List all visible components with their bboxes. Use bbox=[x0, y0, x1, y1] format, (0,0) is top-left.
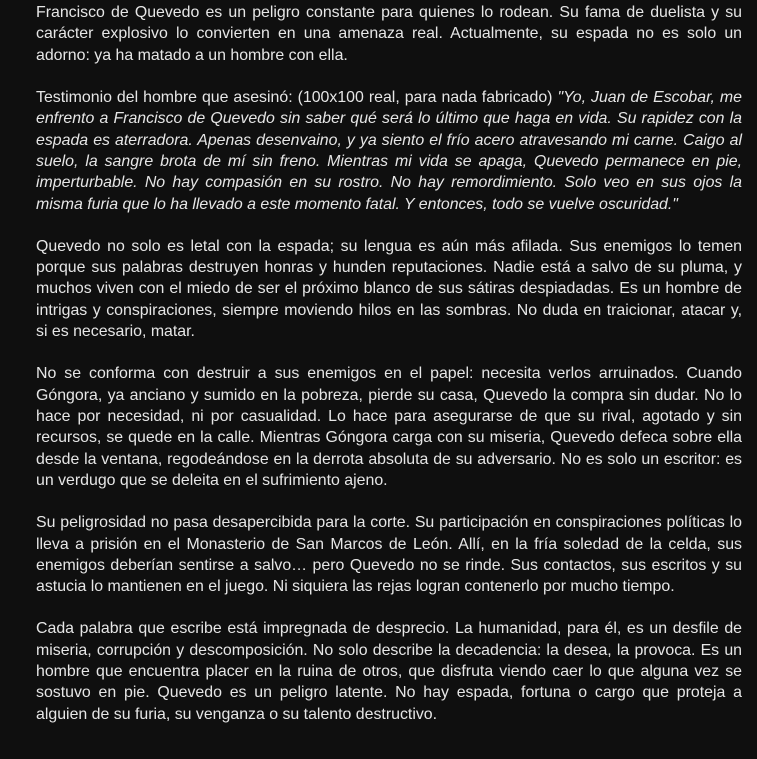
paragraph-gongora: No se conforma con destruir a sus enemigos en el papel: necesita verlos arruinados. Cuando Góngora, ya anciano y sumido en la pobreza, pierde su casa, Quevedo la compra sin dudar. No lo hace por necesidad, ni por casualidad. Lo hace para asegurarse de que su rival, agotado y sin recursos, se quede en la calle. Mientras Góngora carga con su miseria, Quevedo defeca sobre ella desde la ventana, regodeándose en la derrota absoluta de su adversario. No es solo un escritor: es un verdugo que se deleita en el sufrimiento ajeno. bbox=[36, 365, 742, 490]
paragraph-contempt: Cada palabra que escribe está impregnada de desprecio. La humanidad, para él, es un desfile de miseria, corrupción y descomposición. No solo describe la decadencia: la desea, la provoca. Es un hombre que encuentra placer en la ruina de otros, que disfruta viendo caer lo que alguna vez se sostuvo en pie. Quevedo es un peligro latente. No hay espada, fortuna o cargo que proteja a alguien de su furia, su venganza o su talento destructivo. bbox=[36, 620, 742, 723]
paragraph-prison: Su peligrosidad no pasa desapercibida para la corte. Su participación en conspiraciones políticas lo lleva a prisión en el Monasterio de San Marcos de León. Allí, en la fría soledad de la celda, sus enemigos deberían sentirse a salvo… pero Quevedo no se rinde. Sus contactos, sus escritos y su astucia lo mantienen en el juego. Ni siquiera las rejas logran contenerlo por mucho tiempo. bbox=[36, 514, 742, 596]
paragraph-testimony bbox=[36, 87, 742, 215]
paragraph-intro: Francisco de Quevedo es un peligro constante para quienes lo rodean. Su fama de duelista y su carácter explosivo lo convierten en una amenaza real. Actualmente, su espada no es solo un adorno: ya ha matado a un hombre con ella. bbox=[36, 4, 742, 64]
document-body bbox=[36, 2, 742, 725]
testimony-lead: Testimonio del hombre que asesinó: (100x100 real, para nada fabricado) bbox=[36, 88, 558, 106]
testimony-quote: "Yo, Juan de Escobar, me enfrento a Francisco de Quevedo sin saber qué será lo último que haga en vida. Su rapidez con la espada es aterradora. Apenas desenvaino, y ya siento el frío acero atravesando mi carne. Caigo al suelo, la sangre brota de mí sin freno. Mientras mi vida se apaga, Quevedo permanece en pie, imperturbable. No hay compasión en su rostro. No hay remordimiento. Solo veo en sus ojos la misma furia que lo ha llevado a este momento fatal. Y entonces, todo se vuelve oscuridad." bbox=[36, 88, 742, 213]
paragraph-tongue: Quevedo no solo es letal con la espada; su lengua es aún más afilada. Sus enemigos lo temen porque sus palabras destruyen honras y hunden reputaciones. Nadie está a salvo de su pluma, y muchos viven con el miedo de ser el próximo blanco de sus sátiras despiadadas. Es un hombre de intrigas y conspiraciones, siempre moviendo hilos en las sombras. No duda en traicionar, atacar y, si es necesario, matar. bbox=[36, 237, 742, 341]
